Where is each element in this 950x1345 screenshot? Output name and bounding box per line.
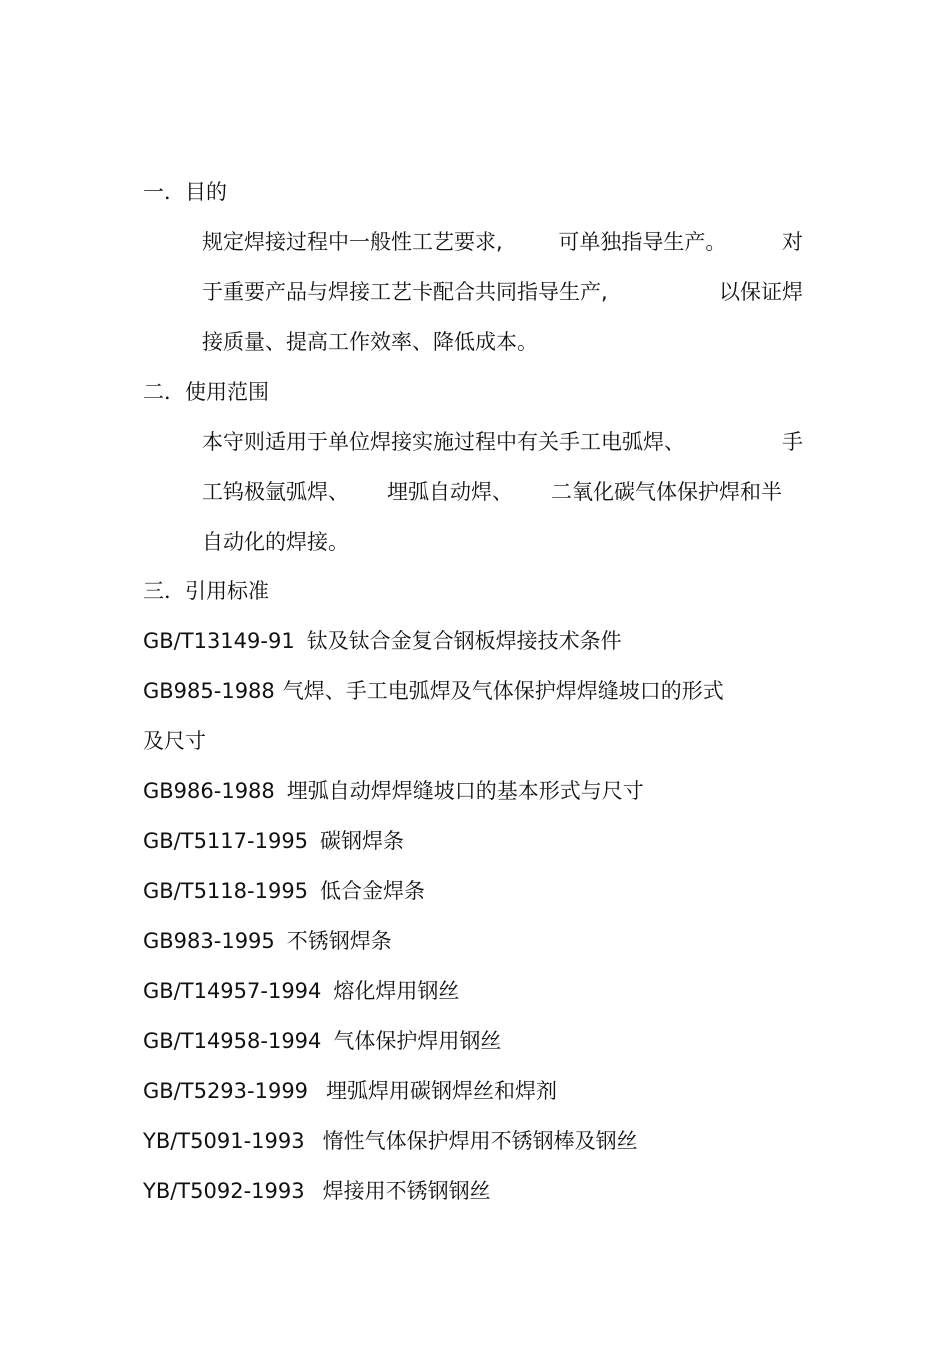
standard-code: GB/T5117-1995: [143, 829, 309, 853]
paragraph-line: 接质量、提高工作效率、降低成本。: [202, 330, 538, 354]
text-segment: 手: [782, 430, 803, 454]
standard-code: GB985-1988: [143, 679, 275, 703]
standard-title: 熔化焊用钢丝: [333, 979, 460, 1003]
standard-title: 气焊、手工电弧焊及气体保护焊焊缝坡口的形式: [282, 679, 724, 703]
paragraph-line: [202, 227, 803, 257]
standard-item: [143, 626, 622, 656]
text-segment: 于重要产品与焊接工艺卡配合共同指导生产,: [202, 280, 608, 304]
paragraph-line: 自动化的焊接。: [202, 530, 349, 554]
standard-title: 钛及钛合金复合钢板焊接技术条件: [306, 629, 622, 653]
section-heading-references: 三．引用标准: [143, 579, 269, 603]
standard-item: [143, 1076, 557, 1106]
standard-item: [143, 876, 425, 906]
standard-code: YB/T5091-1993: [143, 1129, 305, 1153]
standard-item: [143, 926, 392, 956]
standard-title: 碳钢焊条: [320, 829, 405, 853]
standard-title: 埋弧自动焊焊缝坡口的基本形式与尺寸: [286, 779, 644, 803]
standard-code: YB/T5092-1993: [143, 1179, 305, 1203]
standard-code: GB/T5293-1999: [143, 1079, 309, 1103]
text-segment: 埋弧自动焊、: [387, 480, 513, 504]
paragraph-line: [202, 427, 803, 457]
section-heading-purpose: 一．目的: [143, 180, 227, 204]
paragraph-line: [202, 477, 782, 507]
standard-code: GB/T14957-1994: [143, 979, 322, 1003]
standard-item: [143, 1176, 491, 1206]
standard-item: [143, 976, 459, 1006]
standard-item: [143, 1126, 638, 1156]
standard-title: 埋弧焊用碳钢焊丝和焊剂: [326, 1079, 558, 1103]
text-segment: 工钨极氩弧焊、: [202, 480, 349, 504]
standard-code: GB/T5118-1995: [143, 879, 309, 903]
standard-item: [143, 1026, 501, 1056]
standard-title: 惰性气体保护焊用不锈钢棒及钢丝: [322, 1129, 638, 1153]
standard-title-continuation: 及尺寸: [143, 729, 206, 753]
standard-code: GB983-1995: [143, 929, 275, 953]
standard-title: 不锈钢焊条: [286, 929, 392, 953]
standard-title: 焊接用不锈钢钢丝: [322, 1179, 491, 1203]
text-segment: 对: [782, 230, 803, 254]
text-segment: 以保证焊: [719, 280, 803, 304]
standard-code: GB/T14958-1994: [143, 1029, 322, 1053]
text-segment: 规定焊接过程中一般性工艺要求,: [202, 230, 503, 254]
standard-title: 低合金焊条: [320, 879, 426, 903]
text-segment: 二氧化碳气体保护焊和半: [551, 480, 782, 504]
standard-item: [143, 826, 404, 856]
paragraph-line: [202, 277, 803, 307]
standard-code: GB986-1988: [143, 779, 275, 803]
standard-title: 气体保护焊用钢丝: [333, 1029, 502, 1053]
standard-item: [143, 676, 724, 706]
section-heading-scope: 二．使用范围: [143, 380, 269, 404]
text-segment: 本守则适用于单位焊接实施过程中有关手工电弧焊、: [202, 430, 685, 454]
standard-item: [143, 776, 644, 806]
standard-code: GB/T13149-91: [143, 629, 295, 653]
text-segment: 可单独指导生产。: [558, 230, 727, 254]
